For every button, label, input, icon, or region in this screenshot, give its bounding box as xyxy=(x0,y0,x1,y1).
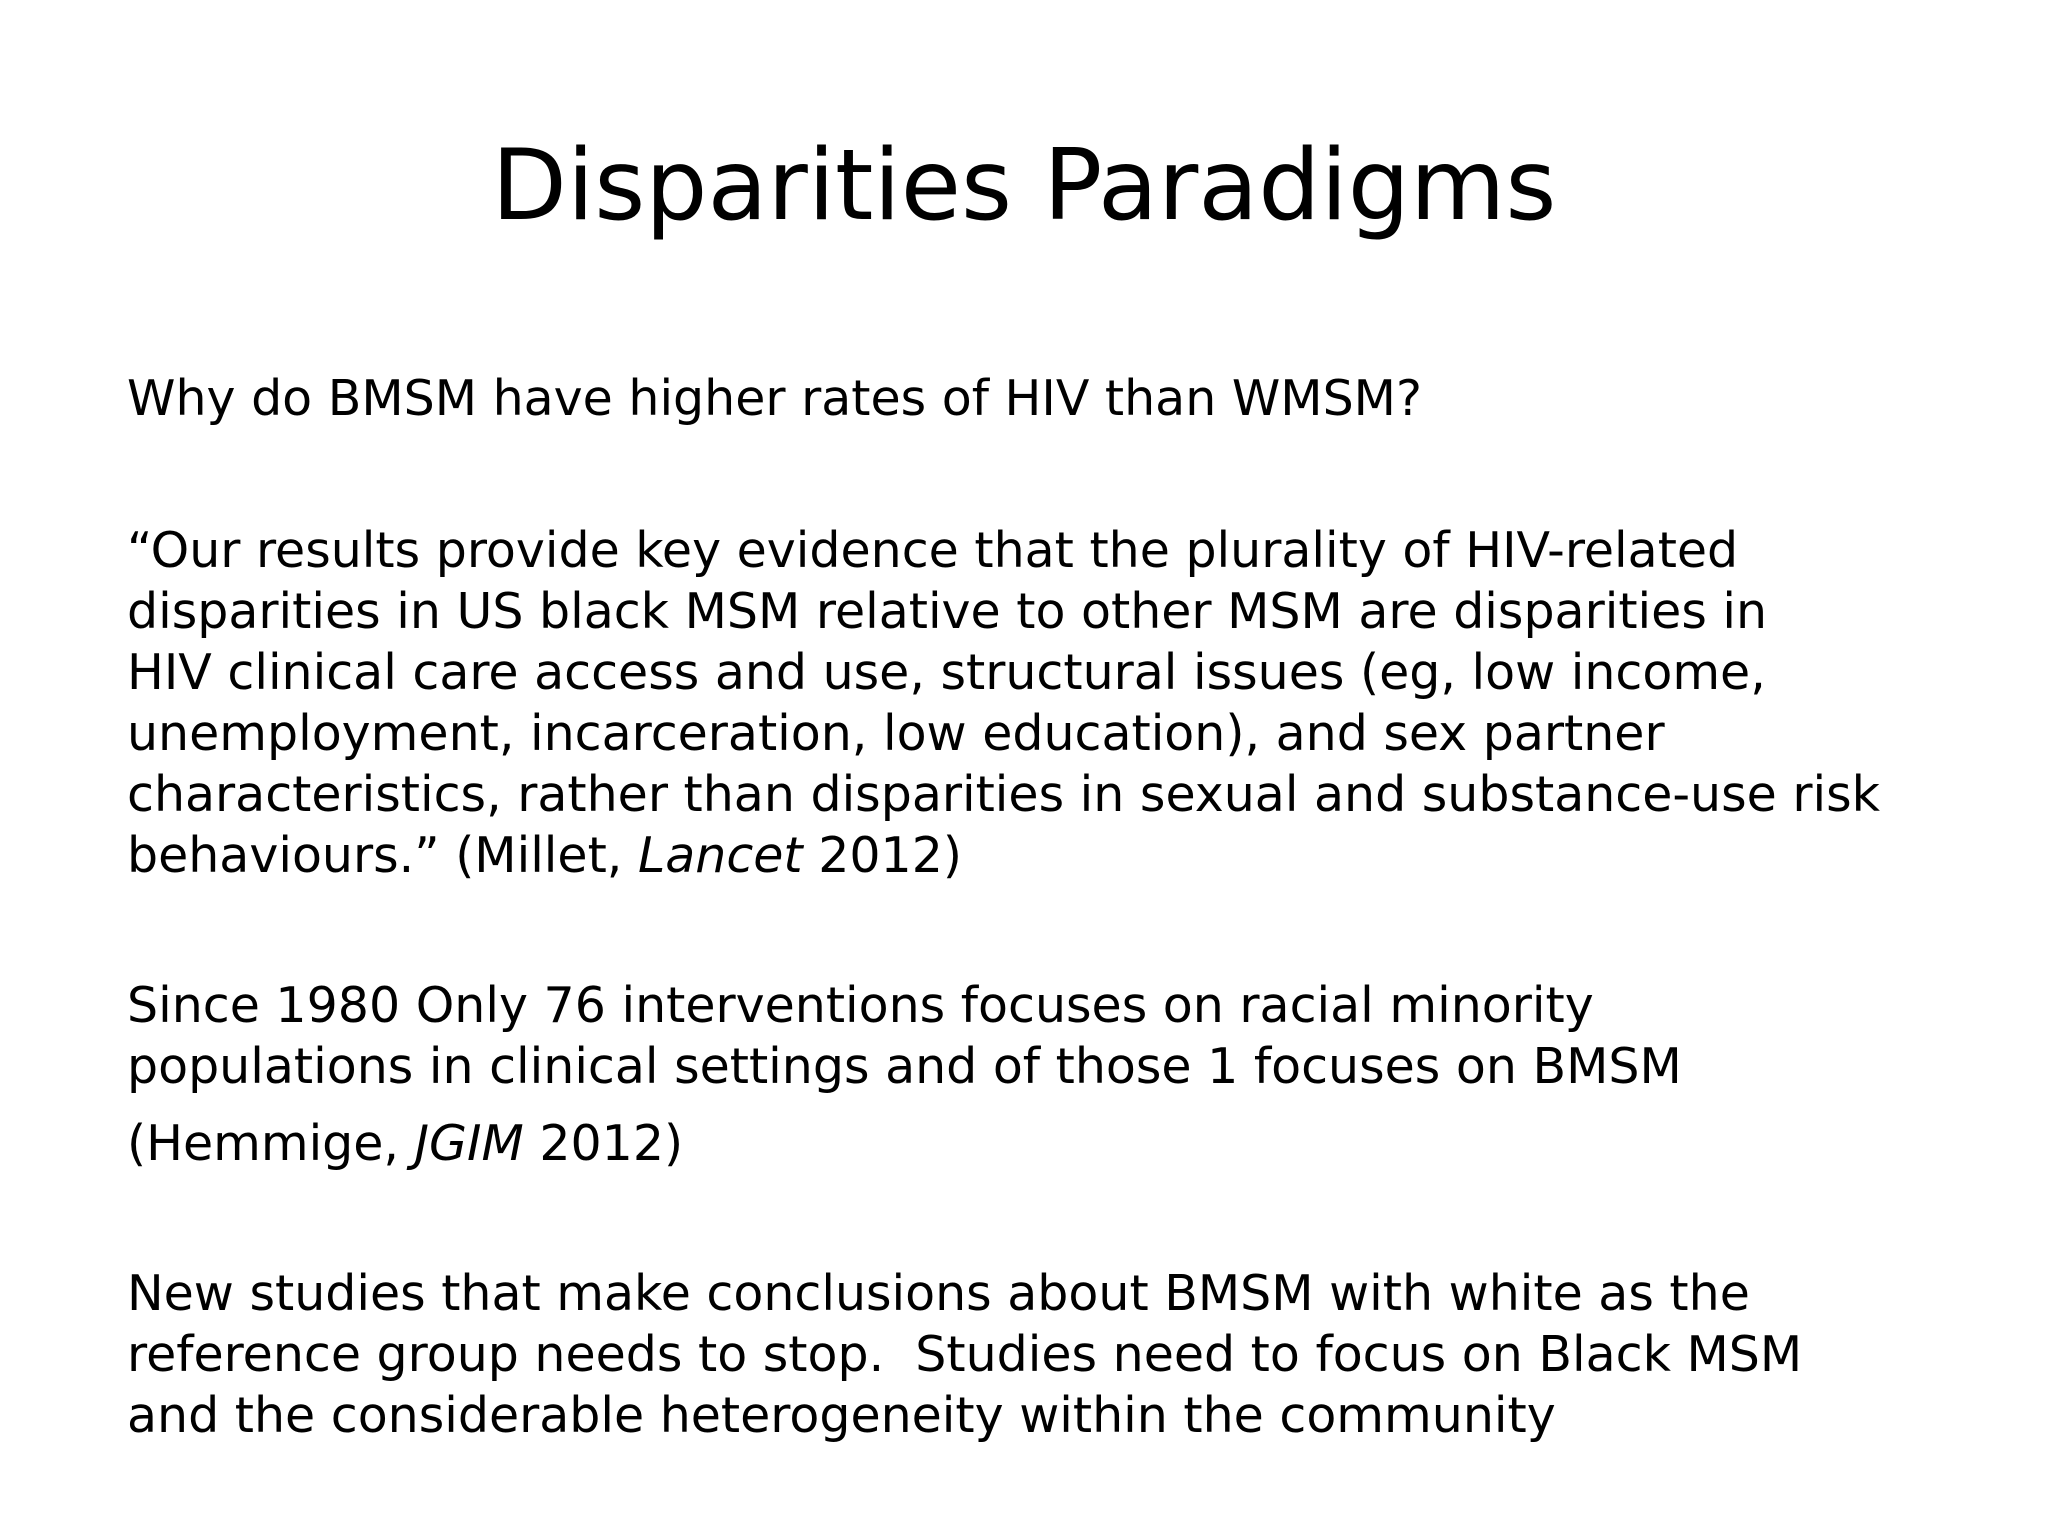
quote-line: disparities in US black MSM relative to other MSM are disparities in xyxy=(127,583,1768,640)
quote-line: characteristics, rather than disparities in sexual and substance-use risk xyxy=(127,766,1881,823)
quote-end-text: behaviours.” (Millet, xyxy=(127,827,638,884)
interventions-paragraph xyxy=(127,975,1927,1097)
quote-last-line xyxy=(127,825,1927,886)
question-paragraph xyxy=(127,368,1927,429)
question-text: Why do BMSM have higher rates of HIV than WMSM? xyxy=(127,370,1422,427)
new-studies-line: and the considerable heterogeneity within the community xyxy=(127,1387,1556,1444)
new-studies-line: New studies that make conclusions about BMSM with white as the xyxy=(127,1265,1750,1322)
quote-paragraph xyxy=(127,520,1927,886)
new-studies-paragraph xyxy=(127,1263,1927,1446)
citation-author: (Hemmige, xyxy=(127,1115,415,1172)
slide-title: Disparities Paradigms xyxy=(491,129,1557,243)
quote-line: unemployment, incarceration, low education), and sex partner xyxy=(127,705,1665,762)
quote-line: HIV clinical care access and use, structural issues (eg, low income, xyxy=(127,644,1766,701)
quote-line: “Our results provide key evidence that the plurality of HIV-related xyxy=(127,522,1739,579)
interventions-line: populations in clinical settings and of those 1 focuses on BMSM xyxy=(127,1038,1682,1095)
citation-year: 2012) xyxy=(523,1115,684,1172)
interventions-citation xyxy=(127,1113,1927,1174)
citation-year: 2012) xyxy=(802,827,963,884)
new-studies-line: reference group needs to stop. Studies need to focus on Black MSM xyxy=(127,1326,1803,1383)
journal-name: JGIM xyxy=(414,1115,524,1172)
journal-name: Lancet xyxy=(637,827,803,884)
interventions-line: Since 1980 Only 76 interventions focuses on racial minority xyxy=(127,977,1594,1034)
